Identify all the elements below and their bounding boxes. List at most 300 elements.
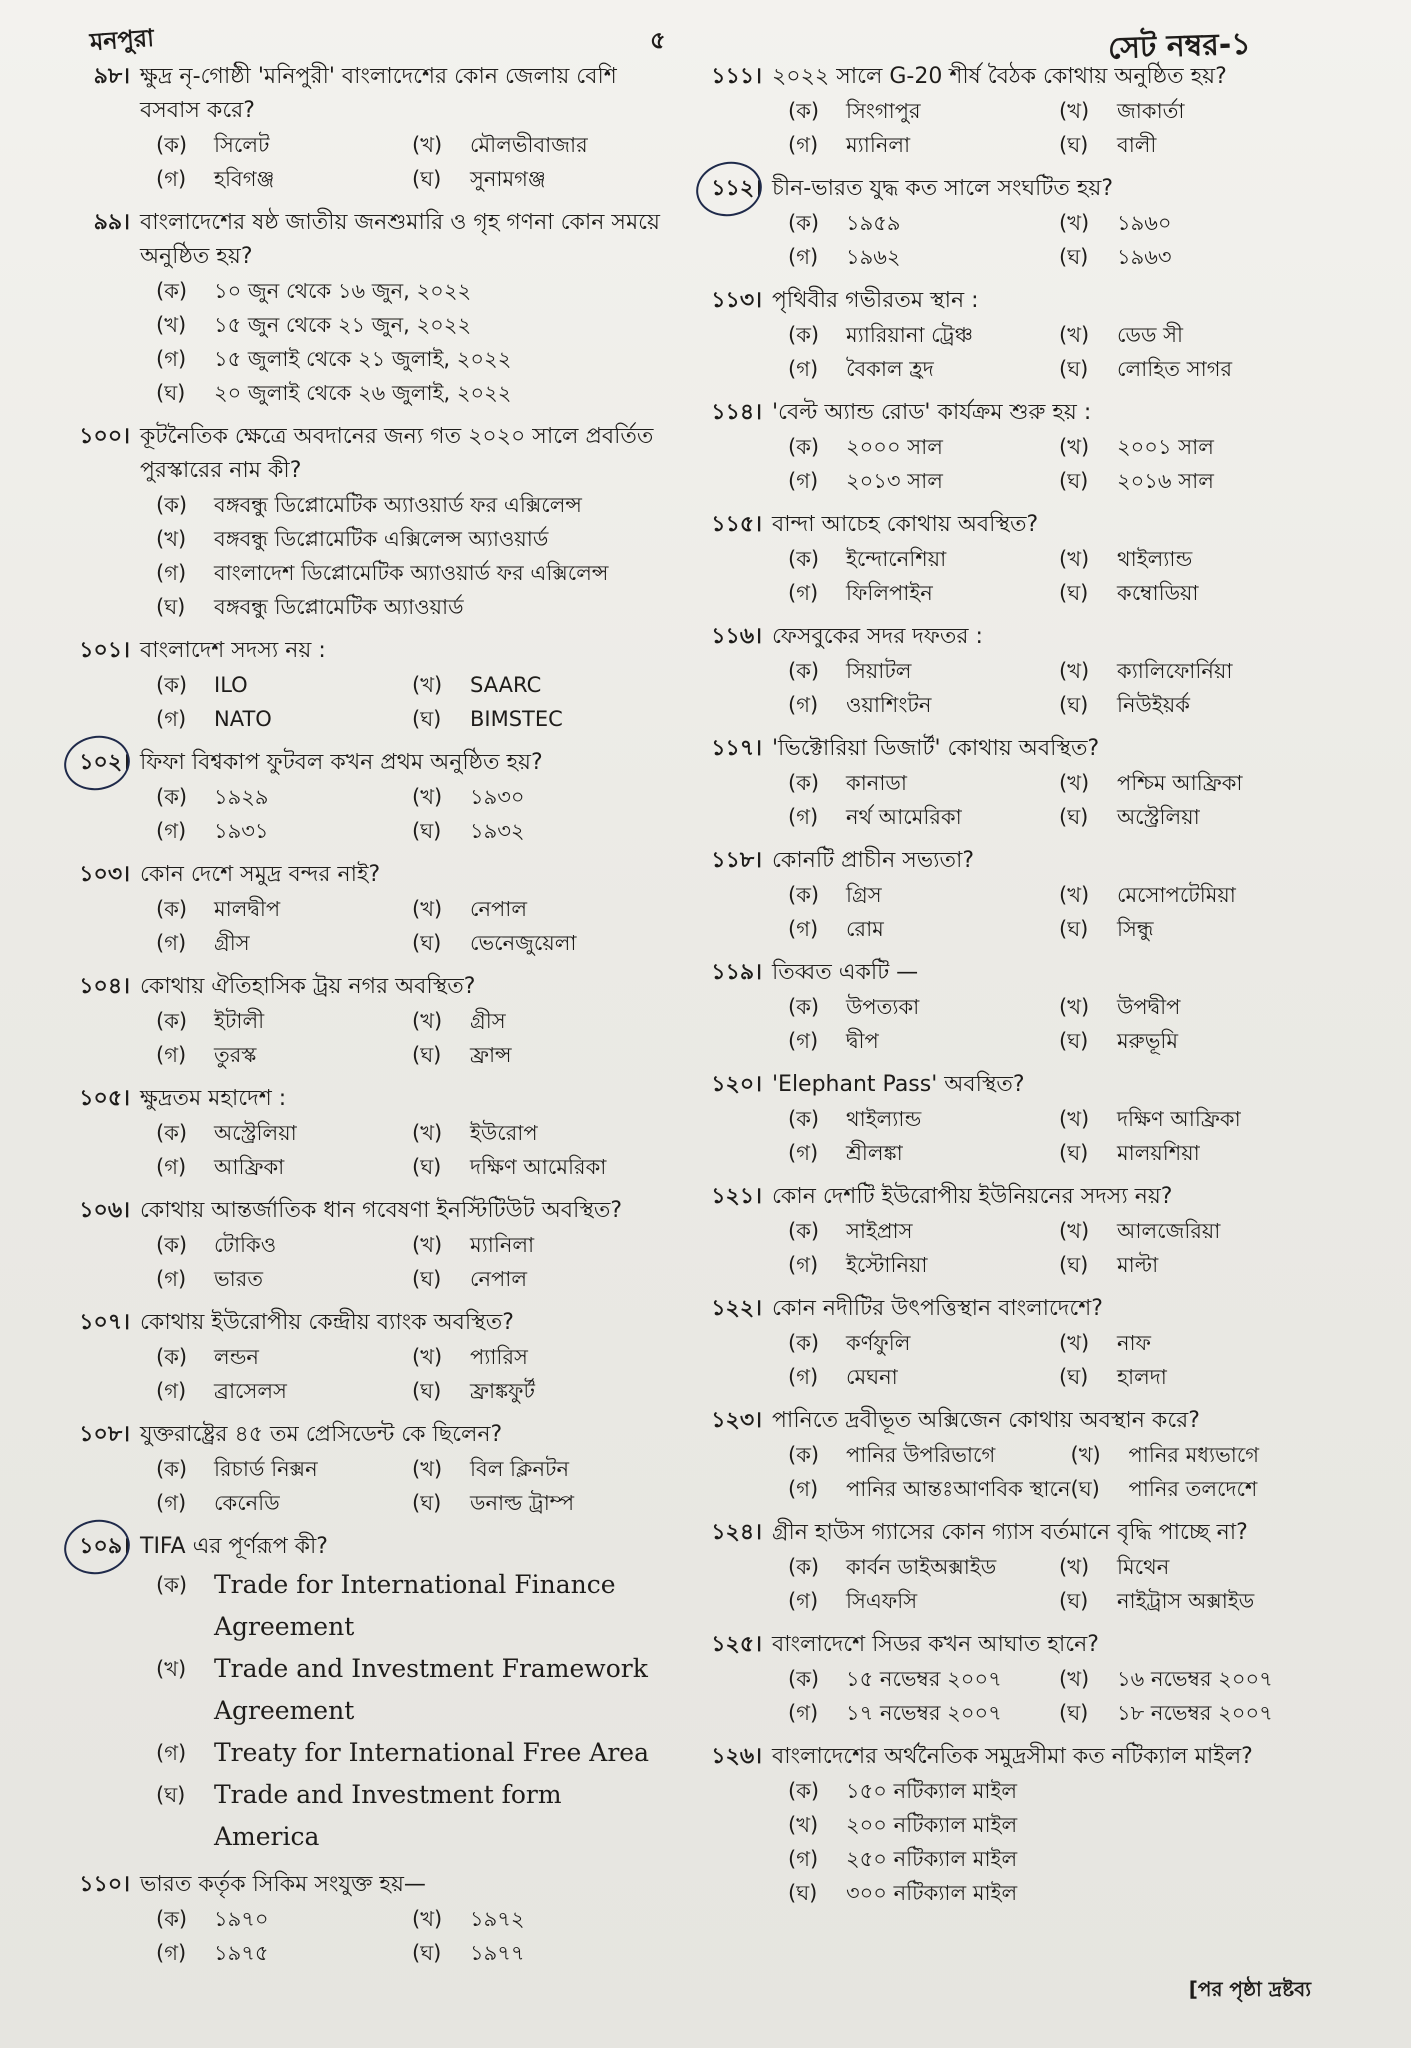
option-label: (ঘ) <box>1059 917 1089 941</box>
question-line <box>68 206 668 274</box>
answer-option <box>1059 654 1330 688</box>
answer-option <box>412 1004 668 1038</box>
option-text: SAARC <box>470 673 542 697</box>
answer-options <box>788 542 1330 610</box>
question-text: 'বেল্ট অ্যান্ড রোড' কার্যক্রম শুরু হয় : <box>772 400 1092 425</box>
answer-option <box>788 1584 1059 1618</box>
option-text: টোকিও <box>214 1233 277 1257</box>
option-label: (ঘ) <box>1059 1365 1089 1389</box>
option-text: পশ্চিম আফ্রিকা <box>1117 771 1243 795</box>
option-text: ম্যানিলা <box>470 1233 535 1257</box>
option-text: দ্বীপ <box>846 1029 879 1053</box>
answer-option <box>156 590 668 624</box>
option-text: সুনামগঞ্জ <box>470 167 546 191</box>
question-text: 'Elephant Pass' অবস্থিত? <box>772 1072 1025 1097</box>
option-text: ১৯৭০ <box>214 1907 269 1931</box>
question-item <box>700 1068 1330 1170</box>
option-text: Trade and Investment form America <box>214 1780 562 1851</box>
option-label: (ক) <box>156 1345 188 1369</box>
answer-option <box>156 522 668 556</box>
pen-circle-mark <box>60 731 134 796</box>
answer-option <box>1059 576 1330 610</box>
question-text: TIFA এর পূর্ণরূপ কী? <box>140 1534 328 1559</box>
option-label: (ক) <box>156 1121 188 1145</box>
option-text: ২০১৬ সাল <box>1117 469 1214 493</box>
answer-option <box>156 1150 412 1184</box>
answer-option <box>156 1262 412 1296</box>
option-label: (খ) <box>156 527 187 551</box>
question-number: ১২২। <box>711 1296 762 1321</box>
option-label: (গ) <box>788 469 819 493</box>
question-line <box>700 620 1330 654</box>
answer-option <box>156 1486 412 1520</box>
option-label: (খ) <box>412 1457 443 1481</box>
option-label: (ক) <box>156 1573 188 1597</box>
option-text: ১৯৩২ <box>470 819 525 843</box>
option-label: (খ) <box>412 1121 443 1145</box>
answer-option <box>1059 542 1330 576</box>
answer-option <box>788 1024 1059 1058</box>
question-number: ৯৯। <box>93 210 130 235</box>
question-item <box>68 970 668 1072</box>
question-line <box>700 60 1330 94</box>
option-label: (গ) <box>788 1365 819 1389</box>
answer-options <box>156 1564 668 1858</box>
question-number: ১০০। <box>79 424 130 449</box>
answer-option <box>412 892 668 926</box>
question-item <box>700 956 1330 1058</box>
option-text: বঙ্গবন্ধু ডিপ্লোমেটিক অ্যাওয়ার্ড ফর এক্সিলেন্স <box>214 493 582 517</box>
question-text: কোথায় ঐতিহাসিক ট্রয় নগর অবস্থিত? <box>140 974 476 999</box>
option-label: (গ) <box>156 347 187 371</box>
option-text: ব্রাসেলস <box>214 1379 287 1403</box>
option-text: ২০০১ সাল <box>1117 435 1214 459</box>
question-line <box>700 396 1330 430</box>
question-item <box>68 1868 668 1970</box>
answer-option <box>156 1648 668 1732</box>
option-text: বঙ্গবন্ধু ডিপ্লোমেটিক অ্যাওয়ার্ড <box>214 595 464 619</box>
question-line <box>68 1530 668 1564</box>
question-number: ১২১। <box>711 1184 762 1209</box>
answer-option <box>1059 240 1330 274</box>
question-text: বাংলাদেশের অর্থনৈতিক সমুদ্রসীমা কত নটিক্যাল মাইল? <box>772 1744 1253 1769</box>
answer-option <box>1059 1136 1330 1170</box>
question-line <box>700 1180 1330 1214</box>
option-label: (খ) <box>1070 1443 1101 1467</box>
option-label: (খ) <box>1059 99 1090 123</box>
option-text: ১৯৩১ <box>214 819 269 843</box>
option-text: ১৮ নভেম্বর ২০০৭ <box>1117 1701 1273 1725</box>
answer-option <box>788 1360 1059 1394</box>
answer-option <box>156 308 668 342</box>
option-text: বাংলাদেশ ডিপ্লোমেটিক অ্যাওয়ার্ড ফর এক্সিলেন্স <box>214 561 609 585</box>
answer-option <box>788 1102 1059 1136</box>
answer-options <box>788 1326 1330 1394</box>
answer-option <box>788 318 1059 352</box>
question-number: ১০৩। <box>79 862 130 887</box>
option-label: (ক) <box>788 883 820 907</box>
answer-option <box>1059 1662 1330 1696</box>
option-text: ১৯৭২ <box>470 1907 525 1931</box>
option-text: বালী <box>1117 133 1157 157</box>
answer-option <box>156 342 668 376</box>
question-line <box>700 172 1330 206</box>
answer-option <box>412 814 668 848</box>
question-item <box>68 1082 668 1184</box>
option-text: মৌলভীবাজার <box>470 133 588 157</box>
question-text: কোন দেশটি ইউরোপীয় ইউনিয়নের সদস্য নয়? <box>772 1184 1173 1209</box>
question-text: ক্ষুদ্রতম মহাদেশ : <box>140 1086 287 1111</box>
answer-option <box>1059 800 1330 834</box>
option-label: (গ) <box>788 581 819 605</box>
answer-options <box>156 1452 668 1520</box>
option-text: নর্থ আমেরিকা <box>846 805 962 829</box>
option-label: (ঘ) <box>1059 245 1089 269</box>
option-text: গ্রিস <box>846 883 882 907</box>
option-text: ১৬ নভেম্বর ২০০৭ <box>1117 1667 1273 1691</box>
option-text: লোহিত সাগর <box>1117 357 1233 381</box>
option-text: ইউরোপ <box>470 1121 538 1145</box>
answer-option <box>156 488 668 522</box>
option-label: (ঘ) <box>1059 581 1089 605</box>
option-text: ১০ জুন থেকে ১৬ জুন, ২০২২ <box>214 279 472 303</box>
question-text: কোনটি প্রাচীন সভ্যতা? <box>772 848 975 873</box>
question-number: ১১০। <box>79 1872 130 1897</box>
option-text: ১৯২৯ <box>214 785 269 809</box>
option-text: কানাডা <box>846 771 907 795</box>
answer-option <box>412 702 668 736</box>
answer-option <box>412 668 668 702</box>
option-label: (খ) <box>412 897 443 921</box>
option-label: (ক) <box>788 211 820 235</box>
question-line <box>68 1194 668 1228</box>
question-text: পৃথিবীর গভীরতম স্থান : <box>772 288 979 313</box>
option-text: ফ্রাঙ্কফুর্ট <box>470 1379 535 1403</box>
option-label: (ঘ) <box>412 1941 442 1965</box>
option-label: (গ) <box>788 805 819 829</box>
question-text: 'ভিক্টোরিয়া ডিজার্ট' কোথায় অবস্থিত? <box>772 736 1100 761</box>
answer-option <box>788 1696 1059 1730</box>
option-text: ক্যালিফোর্নিয়া <box>1117 659 1233 683</box>
option-text: ডেড সী <box>1117 323 1183 347</box>
option-text: ফ্রান্স <box>470 1043 512 1067</box>
option-label: (ক) <box>156 785 188 809</box>
left-question-column <box>68 60 668 1980</box>
question-number: ১০৫। <box>79 1086 130 1111</box>
answer-option <box>1059 1248 1330 1282</box>
option-text: মালয়শিয়া <box>1117 1141 1200 1165</box>
question-number: ১১৪। <box>711 400 762 425</box>
question-line <box>68 634 668 668</box>
option-label: (গ) <box>156 707 187 731</box>
option-label: (ঘ) <box>1059 1141 1089 1165</box>
answer-option <box>156 1936 412 1970</box>
answer-option <box>412 926 668 960</box>
question-line <box>700 1740 1330 1774</box>
option-label: (ঘ) <box>1059 805 1089 829</box>
answer-options <box>788 94 1330 162</box>
option-label: (ক) <box>788 323 820 347</box>
option-text: ১৫০ নটিক্যাল মাইল <box>846 1779 1018 1803</box>
question-line <box>68 746 668 780</box>
question-number: ১২৩। <box>711 1408 762 1433</box>
option-text: সাইপ্রাস <box>846 1219 913 1243</box>
question-number: ৯৮। <box>93 64 130 89</box>
answer-option <box>1059 352 1330 386</box>
answer-option <box>156 274 668 308</box>
option-text: পানির মধ্যভাগে <box>1128 1443 1260 1467</box>
option-text: নাফ <box>1117 1331 1151 1355</box>
question-line <box>68 420 668 488</box>
option-text: ম্যারিয়ানা ট্রেঞ্চ <box>846 323 973 347</box>
option-text: ২০ জুলাই থেকে ২৬ জুলাই, ২০২২ <box>214 381 512 405</box>
question-item <box>700 396 1330 498</box>
answer-options <box>788 1662 1330 1730</box>
option-text: নিউইয়র্ক <box>1117 693 1190 717</box>
option-text: ২০০০ সাল <box>846 435 943 459</box>
option-label: (গ) <box>156 819 187 843</box>
option-text: কার্বন ডাইঅক্সাইড <box>846 1555 997 1579</box>
question-line <box>700 1628 1330 1662</box>
answer-options <box>156 668 668 736</box>
option-label: (গ) <box>156 1491 187 1515</box>
option-label: (ঘ) <box>1059 469 1089 493</box>
option-text: আলজেরিয়া <box>1117 1219 1221 1243</box>
option-text: মালদ্বীপ <box>214 897 281 921</box>
option-label: (গ) <box>156 931 187 955</box>
option-text: দক্ষিণ আফ্রিকা <box>1117 1107 1241 1131</box>
answer-option <box>412 1452 668 1486</box>
option-label: (খ) <box>1059 883 1090 907</box>
option-label: (খ) <box>412 133 443 157</box>
option-label: (গ) <box>788 133 819 157</box>
option-label: (ক) <box>156 493 188 517</box>
question-text: কোথায় ইউরোপীয় কেন্দ্রীয় ব্যাংক অবস্থিত? <box>140 1310 514 1335</box>
option-label: (খ) <box>1059 1219 1090 1243</box>
answer-option <box>156 702 412 736</box>
answer-option <box>1071 1438 1331 1472</box>
option-text: ১৫ জুলাই থেকে ২১ জুলাই, ২০২২ <box>214 347 512 371</box>
question-text: চীন-ভারত যুদ্ধ কত সালে সংঘটিত হয়? <box>772 176 1114 201</box>
option-label: (গ) <box>788 1141 819 1165</box>
answer-option <box>412 1228 668 1262</box>
question-item <box>700 1404 1330 1506</box>
question-line <box>68 1082 668 1116</box>
option-label: (ক) <box>788 1331 820 1355</box>
option-text: অস্ট্রেলিয়া <box>214 1121 297 1145</box>
question-item <box>700 1628 1330 1730</box>
answer-option <box>788 1808 1330 1842</box>
page-number: ৫ <box>650 26 666 54</box>
option-label: (ক) <box>788 659 820 683</box>
option-label: (ঘ) <box>788 1881 818 1905</box>
option-label: (ঘ) <box>412 167 442 191</box>
option-label: (ক) <box>788 1667 820 1691</box>
option-text: ১৯৫৯ <box>846 211 901 235</box>
option-text: ১৯৬০ <box>1117 211 1172 235</box>
option-label: (ক) <box>156 1233 188 1257</box>
answer-options <box>156 1228 668 1296</box>
answer-option <box>156 1340 412 1374</box>
answer-option <box>788 542 1059 576</box>
question-line <box>700 844 1330 878</box>
option-text: ১৫ জুন থেকে ২১ জুন, ২০২২ <box>214 313 472 337</box>
answer-option <box>1059 430 1330 464</box>
answer-option <box>156 1732 668 1774</box>
question-number: ১১৬। <box>711 624 762 649</box>
pen-circle-mark <box>692 157 766 222</box>
option-label: (ঘ) <box>156 1783 186 1807</box>
option-label: (ক) <box>788 771 820 795</box>
option-text: ডনাল্ড ট্রাম্প <box>470 1491 575 1515</box>
answer-option <box>1059 1584 1330 1618</box>
option-label: (গ) <box>788 917 819 941</box>
answer-option <box>1059 912 1330 946</box>
answer-options <box>788 766 1330 834</box>
answer-option <box>788 1472 1071 1506</box>
option-label: (গ) <box>788 1477 819 1501</box>
option-text: হালদা <box>1117 1365 1167 1389</box>
question-item <box>700 508 1330 610</box>
option-label: (ক) <box>788 1107 820 1131</box>
answer-option <box>788 1438 1071 1472</box>
option-label: (গ) <box>788 1029 819 1053</box>
question-item <box>68 1418 668 1520</box>
answer-option <box>788 1842 1330 1876</box>
answer-option <box>156 376 668 410</box>
option-text: নাইট্রাস অক্সাইড <box>1117 1589 1255 1613</box>
question-line <box>700 284 1330 318</box>
option-label: (খ) <box>1059 1331 1090 1355</box>
option-label: (খ) <box>412 785 443 809</box>
option-text: পানির আন্তঃআণবিক স্থানে <box>846 1477 1071 1501</box>
question-line <box>700 508 1330 542</box>
option-text: সিংগাপুর <box>846 99 921 123</box>
option-label: (ঘ) <box>1059 1701 1089 1725</box>
question-text: কূটনৈতিক ক্ষেত্রে অবদানের জন্য গত ২০২০ সালে প্রবর্তিত পুরস্কারের নাম কী? <box>140 424 654 483</box>
answer-option <box>412 1486 668 1520</box>
option-label: (ক) <box>156 673 188 697</box>
answer-option <box>156 1228 412 1262</box>
option-text: হবিগঞ্জ <box>214 167 275 191</box>
option-text: মেঘনা <box>846 1365 898 1389</box>
option-label: (খ) <box>412 1345 443 1369</box>
option-label: (ক) <box>788 99 820 123</box>
answer-option <box>788 1662 1059 1696</box>
question-item <box>68 634 668 736</box>
answer-option <box>1059 688 1330 722</box>
answer-option <box>412 1936 668 1970</box>
answer-option <box>1059 1326 1330 1360</box>
answer-option <box>788 240 1059 274</box>
option-text: অস্ট্রেলিয়া <box>1117 805 1200 829</box>
question-text: বাংলাদেশে সিডর কখন আঘাত হানে? <box>772 1632 1099 1657</box>
question-line <box>68 60 668 128</box>
option-label: (গ) <box>156 167 187 191</box>
answer-option <box>788 1214 1059 1248</box>
question-item <box>68 206 668 410</box>
option-label: (খ) <box>1059 995 1090 1019</box>
answer-option <box>788 688 1059 722</box>
answer-options <box>788 318 1330 386</box>
option-text: কর্ণফুলি <box>846 1331 911 1355</box>
question-number: ১১২। <box>700 172 772 206</box>
question-line <box>68 1868 668 1902</box>
question-line <box>700 956 1330 990</box>
question-item <box>68 60 668 196</box>
question-number: ১০৭। <box>79 1310 130 1335</box>
question-line <box>68 1306 668 1340</box>
question-number: ১০২। <box>68 746 140 780</box>
question-line <box>700 1068 1330 1102</box>
question-text: কোন দেশে সমুদ্র বন্দর নাই? <box>140 862 381 887</box>
answer-options <box>788 878 1330 946</box>
option-label: (ক) <box>788 435 820 459</box>
option-text: থাইল্যান্ড <box>846 1107 922 1131</box>
question-number: ১০৮। <box>79 1422 130 1447</box>
option-text: জাকার্তা <box>1117 99 1185 123</box>
option-text: ১৫ নভেম্বর ২০০৭ <box>846 1667 1002 1691</box>
answer-options <box>156 1004 668 1072</box>
answer-option <box>156 1564 668 1648</box>
answer-option <box>788 1248 1059 1282</box>
answer-options <box>156 1902 668 1970</box>
option-text: ২০১৩ সাল <box>846 469 943 493</box>
question-text: ফেসবুকের সদর দফতর : <box>772 624 983 649</box>
option-label: (ঘ) <box>412 1491 442 1515</box>
option-text: পানির তলদেশে <box>1128 1477 1258 1501</box>
option-label: (গ) <box>156 1379 187 1403</box>
answer-option <box>412 1902 668 1936</box>
answer-option <box>156 780 412 814</box>
option-text: ভারত <box>214 1267 264 1291</box>
question-number: ১২৪। <box>711 1520 762 1545</box>
question-number: ১০৪। <box>79 974 130 999</box>
answer-option <box>788 1774 1330 1808</box>
answer-option <box>788 352 1059 386</box>
option-text: লন্ডন <box>214 1345 259 1369</box>
option-label: (ঘ) <box>1059 1589 1089 1613</box>
question-item <box>68 746 668 848</box>
option-label: (ঘ) <box>156 595 186 619</box>
answer-option <box>788 1326 1059 1360</box>
answer-option <box>412 162 668 196</box>
answer-option <box>1059 1214 1330 1248</box>
set-number: সেট নম্বর-১ <box>1107 26 1252 67</box>
option-text: ২০০ নটিক্যাল মাইল <box>846 1813 1018 1837</box>
answer-option <box>788 912 1059 946</box>
option-label: (গ) <box>788 1847 819 1871</box>
option-text: ১৯৬৩ <box>1117 245 1172 269</box>
answer-option <box>1059 1024 1330 1058</box>
question-number: ১২৫। <box>711 1632 762 1657</box>
option-text: ৩০০ নটিক্যাল মাইল <box>846 1881 1018 1905</box>
answer-option <box>156 1902 412 1936</box>
option-label: (ঘ) <box>1059 693 1089 717</box>
option-text: ILO <box>214 673 248 697</box>
option-text: মরুভূমি <box>1117 1029 1179 1053</box>
question-line <box>700 732 1330 766</box>
answer-option <box>412 1374 668 1408</box>
option-text: গ্রীস <box>470 1009 506 1033</box>
option-text: প্যারিস <box>470 1345 528 1369</box>
answer-options <box>156 1340 668 1408</box>
answer-option <box>1059 128 1330 162</box>
option-label: (গ) <box>788 357 819 381</box>
option-text: NATO <box>214 707 272 731</box>
answer-option <box>788 1136 1059 1170</box>
answer-option <box>788 878 1059 912</box>
